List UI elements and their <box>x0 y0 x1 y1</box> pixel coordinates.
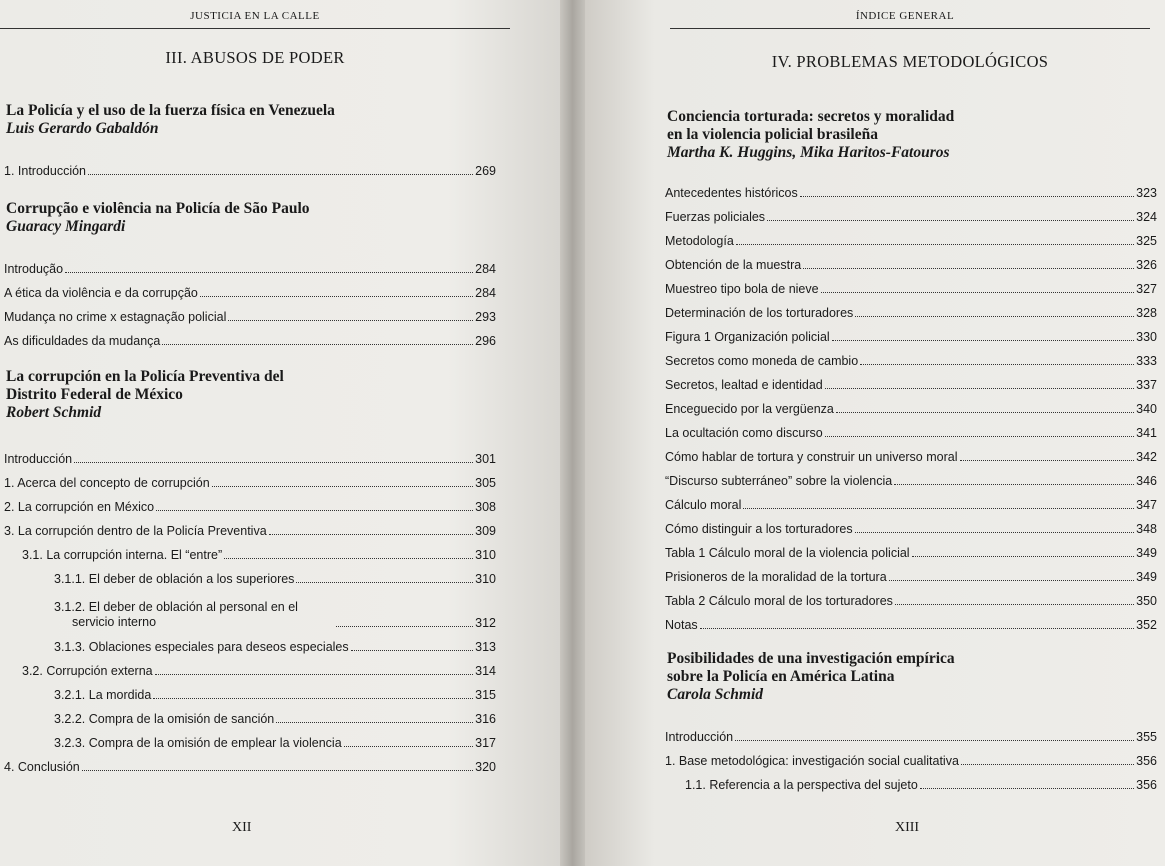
toc-entry[interactable] <box>4 564 496 588</box>
toc-entry[interactable] <box>665 274 1157 298</box>
toc-entry-label: Introducción <box>4 452 73 466</box>
leader-dots <box>155 674 474 675</box>
toc-entry[interactable] <box>4 632 496 656</box>
article-title-line: en la violencia policial brasileña <box>667 126 878 143</box>
leader-dots <box>88 174 473 175</box>
toc-entry[interactable] <box>665 610 1157 634</box>
toc-entry-page: 316 <box>475 712 496 726</box>
page-number: XIII <box>895 820 920 835</box>
article-author: Martha K. Huggins, Mika Haritos-Fatouros <box>667 144 950 161</box>
leader-dots <box>800 196 1134 197</box>
toc-entry-page: 346 <box>1136 474 1157 488</box>
toc-entry-page: 317 <box>475 736 496 750</box>
toc-entry[interactable] <box>4 468 496 492</box>
article-author: Guaracy Mingardi <box>6 218 126 235</box>
toc-entry-page: 314 <box>475 664 496 678</box>
toc-entry-label: 1. Acerca del concepto de corrupción <box>4 476 210 490</box>
toc-entry[interactable] <box>665 746 1157 770</box>
leader-dots <box>825 436 1134 437</box>
toc-entry-label: As dificuldades da mudança <box>4 334 161 348</box>
leader-dots <box>743 508 1134 509</box>
toc-list <box>665 722 1157 794</box>
toc-entry-page: 352 <box>1136 618 1157 632</box>
toc-entry-label: 3.2. Corrupción externa <box>22 664 153 678</box>
toc-entry[interactable] <box>4 156 496 180</box>
toc-entry-label: 3.2.2. Compra de la omisión de sanción <box>54 712 275 726</box>
toc-entry[interactable] <box>4 728 496 752</box>
toc-entry-page: 313 <box>475 640 496 654</box>
leader-dots <box>344 746 473 747</box>
part-title: IV. PROBLEMAS METODOLÓGICOS <box>771 52 1049 71</box>
toc-entry[interactable] <box>665 418 1157 442</box>
toc-entry-page: 284 <box>475 286 496 300</box>
toc-entry-label: Fuerzas policiales <box>665 210 766 224</box>
toc-entry-label: 1. Introducción <box>4 164 86 178</box>
toc-entry-label-line: servicio interno <box>72 615 157 629</box>
toc-entry-label: Cómo hablar de tortura y construir un universo moral <box>665 450 958 464</box>
leader-dots <box>212 486 473 487</box>
leader-dots <box>894 484 1134 485</box>
leader-dots <box>836 412 1134 413</box>
leader-dots <box>269 534 473 535</box>
toc-entry[interactable] <box>665 298 1157 322</box>
toc-entry[interactable] <box>4 444 496 468</box>
article-heading <box>6 102 335 138</box>
toc-entry-page: 333 <box>1136 354 1157 368</box>
leader-dots <box>74 462 473 463</box>
toc-entry[interactable] <box>4 326 496 350</box>
header-rule <box>0 28 510 29</box>
toc-entry[interactable] <box>4 588 496 632</box>
toc-entry-page: 349 <box>1136 546 1157 560</box>
leader-dots <box>65 272 473 273</box>
leader-dots <box>700 628 1134 629</box>
toc-entry[interactable] <box>4 656 496 680</box>
toc-entry-label: 2. La corrupción en México <box>4 500 155 514</box>
toc-entry-page: 342 <box>1136 450 1157 464</box>
leader-dots <box>825 388 1134 389</box>
leader-dots <box>960 460 1135 461</box>
toc-entry-label: Cálculo moral <box>665 498 742 512</box>
leader-dots <box>82 770 473 771</box>
toc-entry-label: Prisioneros de la moralidad de la tortura <box>665 570 887 584</box>
toc-entry[interactable] <box>4 680 496 704</box>
page-number: XII <box>232 820 252 835</box>
toc-entry-label: Tabla 2 Cálculo moral de los torturadores <box>665 594 893 608</box>
toc-entry-label: Cómo distinguir a los torturadores <box>665 522 853 536</box>
toc-entry[interactable] <box>665 322 1157 346</box>
toc-entry-label: 3.2.1. La mordida <box>54 688 152 702</box>
article-author: Robert Schmid <box>6 404 102 421</box>
toc-entry-label-line: 3.1.2. El deber de oblación al personal en el <box>54 600 298 614</box>
leader-dots <box>228 320 473 321</box>
toc-entry[interactable] <box>665 770 1157 794</box>
toc-entry-label: Antecedentes históricos <box>665 186 798 200</box>
toc-entry-page: 326 <box>1136 258 1157 272</box>
toc-entry-page: 312 <box>475 616 496 630</box>
leader-dots <box>855 316 1134 317</box>
toc-entry[interactable] <box>665 538 1157 562</box>
toc-list <box>4 254 496 350</box>
toc-list <box>665 178 1157 634</box>
toc-entry-label: 1.1. Referencia a la perspectiva del sujeto <box>685 778 918 792</box>
toc-entry-page: 356 <box>1136 778 1157 792</box>
toc-list <box>4 156 496 180</box>
toc-entry[interactable] <box>665 250 1157 274</box>
toc-entry[interactable] <box>665 562 1157 586</box>
toc-entry-label: 3.2.3. Compra de la omisión de emplear la violencia <box>54 736 342 750</box>
toc-entry[interactable] <box>4 704 496 728</box>
toc-entry-label: A ética da violência e da corrupção <box>4 286 198 300</box>
toc-entry[interactable] <box>4 516 496 540</box>
toc-entry[interactable] <box>665 442 1157 466</box>
toc-entry[interactable] <box>665 346 1157 370</box>
toc-entry-label: 4. Conclusión <box>4 760 80 774</box>
leader-dots <box>736 244 1134 245</box>
running-head: ÍNDICE GENERAL <box>855 10 955 22</box>
leader-dots <box>767 220 1134 221</box>
leader-dots <box>889 580 1134 581</box>
toc-entry[interactable] <box>665 178 1157 202</box>
leader-dots <box>162 344 473 345</box>
leader-dots <box>224 558 473 559</box>
toc-entry-label: Notas <box>665 618 698 632</box>
toc-entry-label <box>54 600 334 630</box>
toc-entry[interactable] <box>665 586 1157 610</box>
toc-entry-page: 349 <box>1136 570 1157 584</box>
toc-entry[interactable] <box>4 492 496 516</box>
toc-entry[interactable] <box>665 514 1157 538</box>
article-title-line: Corrupção e violência na Policía de São Paulo <box>6 200 310 217</box>
leader-dots <box>912 556 1135 557</box>
leader-dots <box>276 722 473 723</box>
toc-entry-page: 309 <box>475 524 496 538</box>
article-title-line: La Policía y el uso de la fuerza física en Venezuela <box>6 102 335 119</box>
toc-entry-page: 323 <box>1136 186 1157 200</box>
toc-entry-label: Figura 1 Organización policial <box>665 330 830 344</box>
leader-dots <box>336 626 473 627</box>
toc-entry[interactable] <box>665 466 1157 490</box>
toc-entry-label: La ocultación como discurso <box>665 426 823 440</box>
toc-entry-page: 296 <box>475 334 496 348</box>
left-page <box>0 0 560 866</box>
toc-entry-label: Determinación de los torturadores <box>665 306 854 320</box>
article-heading <box>667 650 955 704</box>
toc-entry-label: Muestreo tipo bola de nieve <box>665 282 819 296</box>
toc-entry-label: 3. La corrupción dentro de la Policía Preventiva <box>4 524 267 538</box>
toc-entry[interactable] <box>4 752 496 776</box>
article-heading <box>6 200 310 236</box>
right-page <box>585 0 1165 866</box>
toc-entry[interactable] <box>665 226 1157 250</box>
leader-dots <box>920 788 1134 789</box>
toc-entry-page: 328 <box>1136 306 1157 320</box>
leader-dots <box>156 510 473 511</box>
leader-dots <box>860 364 1134 365</box>
toc-entry-page: 347 <box>1136 498 1157 512</box>
toc-entry-label: Introducción <box>665 730 734 744</box>
leader-dots <box>735 740 1134 741</box>
toc-entry-page: 308 <box>475 500 496 514</box>
toc-entry-label: Tabla 1 Cálculo moral de la violencia policial <box>665 546 910 560</box>
leader-dots <box>153 698 473 699</box>
part-title: III. ABUSOS DE PODER <box>165 48 345 67</box>
leader-dots <box>832 340 1134 341</box>
leader-dots <box>803 268 1134 269</box>
toc-entry-page: 315 <box>475 688 496 702</box>
book-gutter <box>560 0 585 866</box>
toc-entry-page: 355 <box>1136 730 1157 744</box>
toc-entry-page: 330 <box>1136 330 1157 344</box>
leader-dots <box>351 650 474 651</box>
article-title-line: Distrito Federal de México <box>6 386 183 403</box>
article-title-line: Conciencia torturada: secretos y moralidad <box>667 108 955 125</box>
toc-entry-page: 284 <box>475 262 496 276</box>
toc-entry-page: 337 <box>1136 378 1157 392</box>
toc-entry-label: 3.1. La corrupción interna. El “entre” <box>22 548 223 562</box>
toc-entry[interactable] <box>665 490 1157 514</box>
toc-entry-page: 356 <box>1136 754 1157 768</box>
toc-entry-page: 310 <box>475 572 496 586</box>
toc-entry-page: 325 <box>1136 234 1157 248</box>
toc-entry-page: 269 <box>475 164 496 178</box>
article-heading <box>6 368 284 422</box>
toc-entry[interactable] <box>665 394 1157 418</box>
toc-entry-label: Secretos como moneda de cambio <box>665 354 859 368</box>
toc-list <box>4 444 496 776</box>
toc-entry[interactable] <box>4 302 496 326</box>
toc-entry-page: 327 <box>1136 282 1157 296</box>
toc-entry-page: 324 <box>1136 210 1157 224</box>
toc-entry[interactable] <box>4 278 496 302</box>
article-author: Luis Gerardo Gabaldón <box>6 120 159 137</box>
toc-entry-label: “Discurso subterráneo” sobre la violencia <box>665 474 893 488</box>
article-title-line: Posibilidades de una investigación empírica <box>667 650 955 667</box>
toc-entry-page: 341 <box>1136 426 1157 440</box>
toc-entry-page: 305 <box>475 476 496 490</box>
toc-entry[interactable] <box>665 370 1157 394</box>
toc-entry-page: 320 <box>475 760 496 774</box>
article-title-line: La corrupción en la Policía Preventiva del <box>6 368 284 385</box>
leader-dots <box>895 604 1134 605</box>
header-rule <box>670 28 1150 29</box>
toc-entry-page: 348 <box>1136 522 1157 536</box>
toc-entry-label: Introdução <box>4 262 64 276</box>
toc-entry[interactable] <box>4 254 496 278</box>
toc-entry-label: 1. Base metodológica: investigación social cualitativa <box>665 754 959 768</box>
toc-entry[interactable] <box>665 202 1157 226</box>
running-head: JUSTICIA EN LA CALLE <box>190 10 320 22</box>
leader-dots <box>855 532 1135 533</box>
article-title-line: sobre la Policía en América Latina <box>667 668 895 685</box>
toc-entry-page: 310 <box>475 548 496 562</box>
toc-entry-label: 3.1.1. El deber de oblación a los superiores <box>54 572 295 586</box>
leader-dots <box>821 292 1135 293</box>
toc-entry-label: Metodología <box>665 234 734 248</box>
toc-entry-page: 293 <box>475 310 496 324</box>
toc-entry-page: 340 <box>1136 402 1157 416</box>
toc-entry[interactable] <box>665 722 1157 746</box>
leader-dots <box>961 764 1134 765</box>
toc-entry-label: Obtención de la muestra <box>665 258 802 272</box>
toc-entry-label: Enceguecido por la vergüenza <box>665 402 834 416</box>
toc-entry-page: 350 <box>1136 594 1157 608</box>
toc-entry-page: 301 <box>475 452 496 466</box>
article-heading <box>667 108 954 162</box>
toc-entry[interactable] <box>4 540 496 564</box>
toc-entry-label: Secretos, lealtad e identidad <box>665 378 823 392</box>
leader-dots <box>200 296 473 297</box>
article-author: Carola Schmid <box>667 686 764 703</box>
leader-dots <box>296 582 473 583</box>
toc-entry-label: 3.1.3. Oblaciones especiales para deseos especiales <box>54 640 349 654</box>
toc-entry-label: Mudança no crime x estagnação policial <box>4 310 227 324</box>
